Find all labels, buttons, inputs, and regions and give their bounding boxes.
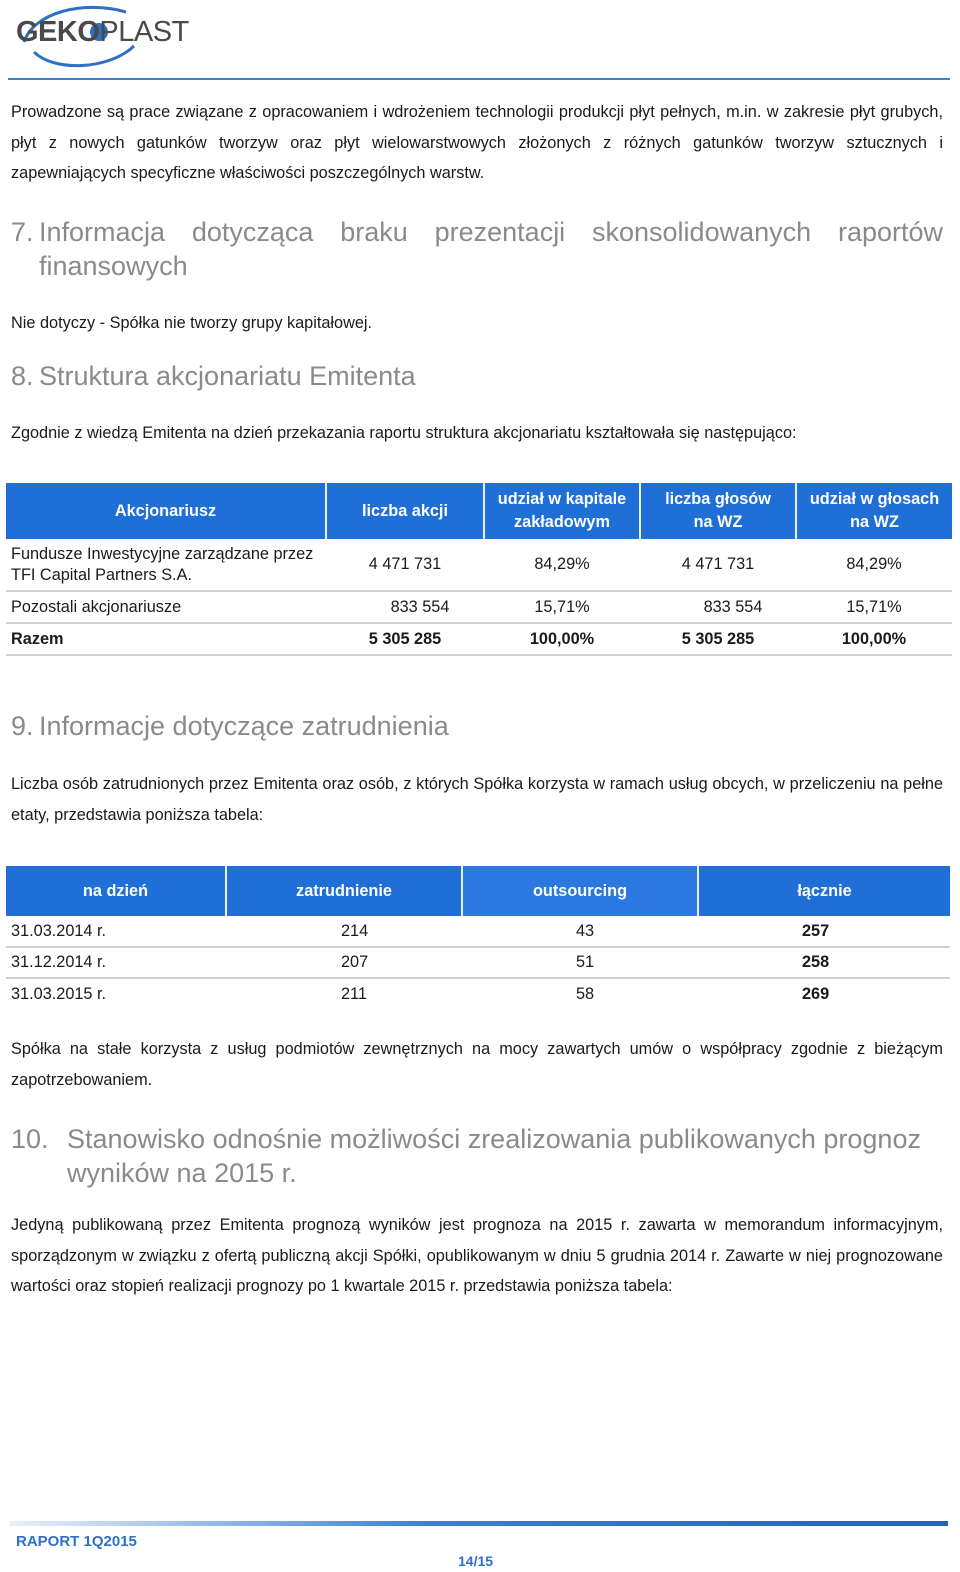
cell-outsourcing: 51 — [462, 947, 698, 978]
page-number: 14/15 — [458, 1553, 494, 1569]
section-8-title: Struktura akcjonariatu Emitenta — [39, 361, 416, 391]
section-9-title: Informacje dotyczące zatrudnienia — [39, 711, 449, 741]
col-header-total: łącznie — [698, 866, 950, 916]
cell-shareholder: Razem — [6, 623, 326, 655]
cell-shares: 4 471 731 — [326, 539, 484, 591]
cell-capital-share: 15,71% — [484, 591, 640, 623]
section-10-title: Stanowisko odnośnie możliwości zrealizowania publikowanych prognoz wyników na 2015 r. — [67, 1124, 921, 1188]
section-9-number: 9. — [11, 711, 34, 741]
intro-paragraph: Prowadzone są prace związane z opracowaniem i wdrożeniem technologii produkcji płyt pełnych, m.in. w zakresie płyt grubych, płyt z nowych gatunków tworzyw oraz płyt wielowarstwowych złożonych z różnych gatunków tworzyw sztucznych i zapewniających specyficzne właściwości poszczególnych warstw. — [11, 103, 943, 182]
cell-total: 269 — [802, 984, 830, 1003]
cell-employment: 214 — [226, 916, 462, 947]
cell-date: 31.03.2015 r. — [11, 984, 107, 1003]
section-7-title: Informacja dotycząca braku prezentacji skonsolidowanych raportów finansowych — [39, 217, 943, 281]
section-8-text: Zgodnie z wiedzą Emitenta na dzień przekazania raportu struktura akcjonariatu kształtowała się następująco: — [11, 424, 797, 442]
cell-votes: 5 305 285 — [640, 623, 796, 655]
cell-shareholder: Pozostali akcjonariusze — [6, 591, 326, 623]
cell-total: 258 — [698, 947, 950, 978]
cell-votes-share: 15,71% — [796, 591, 952, 623]
employment-table — [6, 866, 950, 1009]
cell-outsourcing: 58 — [576, 984, 595, 1003]
footer-report-label: RAPORT 1Q2015 — [16, 1533, 137, 1550]
section-7-heading — [11, 215, 943, 283]
section-9-text: Liczba osób zatrudnionych przez Emitenta oraz osób, z których Spółka korzysta w ramach usług obcych, w przeliczeniu na pełne etaty, przedstawia poniższa tabela: — [11, 775, 943, 824]
section-10-text: Jedyną publikowaną przez Emitenta prognozą wyników jest prognoza na 2015 r. zawarta w memorandum informacyjnym, sporządzonym w związku z ofertą publiczną akcji Spółki, opublikowanym w dniu 5 grudnia 2014 r. Zawarte w niej prognozowane wartości oraz stopień realizacji prognozy po 1 kwartale 2015 r. przedstawia poniższa tabela: — [11, 1216, 943, 1295]
col-header-shareholder: Akcjonariusz — [6, 483, 326, 539]
section-8-heading — [11, 359, 416, 393]
table-header-row — [6, 483, 952, 539]
section-10-number: 10. — [11, 1124, 49, 1154]
cell-employment: 211 — [341, 984, 367, 1003]
col-header-employment: zatrudnienie — [226, 866, 462, 916]
col-header-votes: liczba głosów na WZ — [640, 483, 796, 539]
header-divider — [8, 78, 950, 80]
col-header-date: na dzień — [6, 866, 226, 916]
footer-divider — [10, 1521, 948, 1526]
logo-part2: PLAST — [99, 16, 189, 48]
col-header-outsourcing: outsourcing — [462, 866, 698, 916]
cell-shareholder: Fundusze Inwestycyjne zarządzane przez TFI Capital Partners S.A. — [6, 539, 326, 591]
table-row — [6, 539, 952, 591]
table-row — [6, 591, 952, 623]
section-9-after-text: Spółka na stałe korzysta z usług podmiotów zewnętrznych na mocy zawartych umów o współpracy zgodnie z bieżącym zapotrzebowaniem. — [11, 1040, 943, 1089]
table-header-row — [6, 866, 950, 916]
col-header-shares: liczba akcji — [326, 483, 484, 539]
section-9-heading — [11, 709, 449, 743]
cell-shares: 833 554 — [326, 591, 484, 623]
logo-wordmark — [16, 16, 189, 49]
col-header-votes-share: udział w głosach na WZ — [796, 483, 952, 539]
cell-capital-share: 100,00% — [484, 623, 640, 655]
table-row — [6, 916, 950, 947]
cell-outsourcing: 43 — [462, 916, 698, 947]
cell-employment: 207 — [226, 947, 462, 978]
table-row — [6, 978, 950, 1009]
section-8-number: 8. — [11, 361, 34, 391]
table-row — [6, 947, 950, 978]
shareholders-table — [6, 483, 952, 656]
section-7-text: Nie dotyczy - Spółka nie tworzy grupy kapitałowej. — [11, 314, 373, 332]
section-10-heading — [11, 1122, 943, 1190]
company-logo — [14, 2, 189, 70]
cell-votes-share: 84,29% — [796, 539, 952, 591]
logo-part1: GEKO — [16, 16, 100, 48]
cell-votes: 4 471 731 — [640, 539, 796, 591]
cell-date: 31.03.2014 r. — [6, 916, 226, 947]
table-row-total — [6, 623, 952, 655]
cell-votes: 833 554 — [640, 591, 796, 623]
cell-date: 31.12.2014 r. — [6, 947, 226, 978]
section-7-number: 7. — [11, 217, 34, 247]
col-header-capital-share: udział w kapitale zakładowym — [484, 483, 640, 539]
cell-capital-share: 84,29% — [484, 539, 640, 591]
cell-shares: 5 305 285 — [326, 623, 484, 655]
cell-total: 257 — [698, 916, 950, 947]
cell-votes-share: 100,00% — [796, 623, 952, 655]
